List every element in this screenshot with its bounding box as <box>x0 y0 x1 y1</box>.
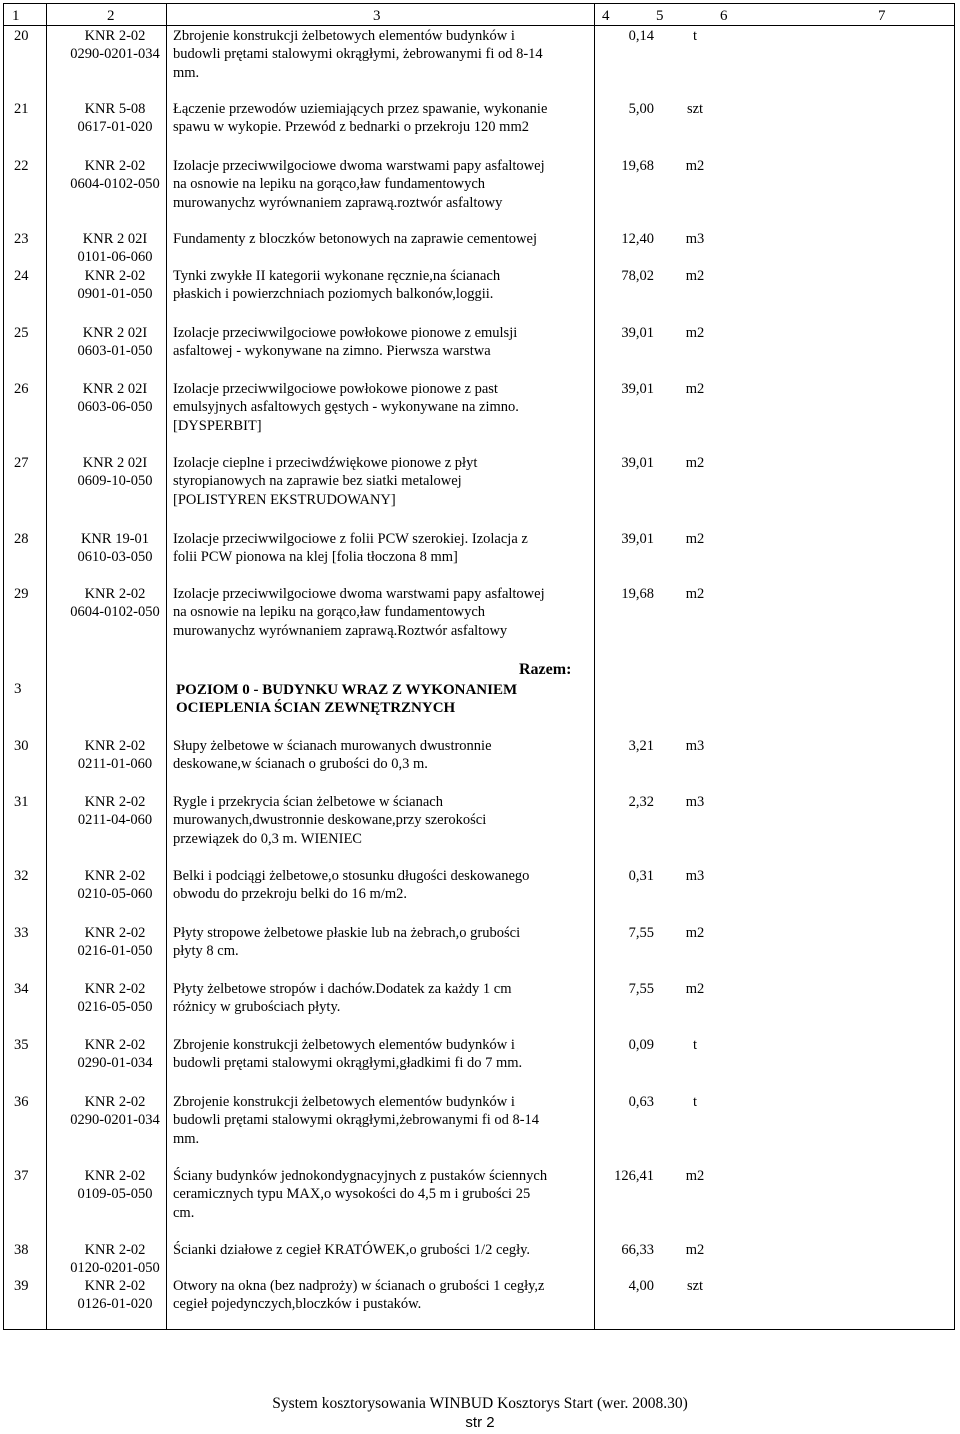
description-line: murowanychz wyrównaniem zaprawą.Roztwór asfaltowy <box>173 622 508 639</box>
catalog-code: KNR 19-01 <box>80 531 150 547</box>
unit: m2 <box>685 531 705 547</box>
catalog-position: 0109-05-050 <box>77 1186 153 1203</box>
item-description <box>173 924 593 961</box>
description-line: Zbrojenie konstrukcji żelbetowych elementów budynków i <box>173 28 515 44</box>
catalog-code: KNR 5-08 <box>84 101 146 117</box>
page-number: str 2 <box>465 1414 495 1431</box>
item-description <box>173 100 593 137</box>
catalog-position: 0101-06-060 <box>77 249 153 266</box>
catalog-code: KNR 2 02I <box>82 325 148 341</box>
section-title: POZIOM 0 - BUDYNKU WRAZ Z WYKONANIEM <box>176 682 518 698</box>
description-line: Tynki zwykłe II kategorii wykonane ręcznie,na ścianach <box>173 268 501 284</box>
description-line: Zbrojenie konstrukcji żelbetowych elementów budynków i <box>173 1094 515 1110</box>
column-header: 6 <box>720 8 728 24</box>
description-line: [DYSPERBIT] <box>173 417 262 434</box>
catalog-code: KNR 2-02 <box>84 1242 146 1258</box>
catalog-code: KNR 2-02 <box>84 1094 146 1110</box>
catalog-code: KNR 2-02 <box>84 1168 146 1184</box>
column-divider <box>594 4 595 1329</box>
catalog-position: 0126-01-020 <box>77 1296 153 1313</box>
item-description <box>173 267 593 304</box>
description-line: cm. <box>173 1204 195 1221</box>
unit: m2 <box>685 1168 705 1184</box>
quantity: 0,31 <box>628 868 654 884</box>
catalog-position: 0901-01-050 <box>77 286 153 303</box>
description-line: na osnowie na lepiku na gorąco,ław fundamentowych <box>173 176 486 193</box>
description-line: Izolacje przeciwwilgociowe dwoma warstwami papy asfaltowej <box>173 158 545 174</box>
quantity: 12,40 <box>621 231 654 247</box>
catalog-code: KNR 2-02 <box>84 268 146 284</box>
catalog-position: 0290-01-034 <box>77 1055 153 1072</box>
catalog-code: KNR 2-02 <box>84 586 146 602</box>
unit: m3 <box>685 794 705 810</box>
quantity: 0,09 <box>628 1037 654 1053</box>
description-line: Izolacje przeciwwilgociowe powłokowe pionowe z past <box>173 381 498 397</box>
catalog-code: KNR 2 02I <box>82 231 148 247</box>
row-number: 30 <box>14 738 29 754</box>
row-number: 32 <box>14 868 29 884</box>
catalog-position: 0604-0102-050 <box>70 604 160 621</box>
description-line: Otwory na okna (bez nadproży) w ścianach o grubości 1 cegły,z <box>173 1278 545 1294</box>
quantity: 0,14 <box>628 28 654 44</box>
unit: m2 <box>685 586 705 602</box>
item-description <box>173 867 593 904</box>
row-number: 23 <box>14 231 29 247</box>
description-line: Płyty stropowe żelbetowe płaskie lub na żebrach,o grubości <box>173 925 521 941</box>
catalog-code: KNR 2 02I <box>82 455 148 471</box>
catalog-position: 0603-06-050 <box>77 399 153 416</box>
description-line: Ścianki działowe z cegieł KRATÓWEK,o grubości 1/2 cegły. <box>173 1242 531 1258</box>
quantity: 66,33 <box>621 1242 654 1258</box>
row-number: 33 <box>14 925 29 941</box>
unit: m2 <box>685 1242 705 1258</box>
item-description <box>173 1036 593 1073</box>
catalog-position: 0610-03-050 <box>77 549 153 566</box>
description-line: folii PCW pionowa na klej [folia tłoczona 8 mm] <box>173 549 458 566</box>
catalog-position: 0290-0201-034 <box>70 1112 160 1129</box>
catalog-position: 0290-0201-034 <box>70 46 160 63</box>
quantity: 39,01 <box>621 381 654 397</box>
row-number: 27 <box>14 455 29 471</box>
unit: m2 <box>685 381 705 397</box>
description-line: przewiązek do 0,3 m. WIENIEC <box>173 830 362 847</box>
description-line: Zbrojenie konstrukcji żelbetowych elementów budynków i <box>173 1037 515 1053</box>
row-number: 24 <box>14 268 29 284</box>
unit: m3 <box>685 231 705 247</box>
quantity: 39,01 <box>621 531 654 547</box>
description-line: cegieł pojedynczych,bloczków i pustaków. <box>173 1296 422 1313</box>
description-line: obwodu do przekroju belki do 16 m/m2. <box>173 886 407 903</box>
catalog-code: KNR 2-02 <box>84 28 146 44</box>
item-description <box>173 157 593 212</box>
description-line: Izolacje cieplne i przeciwdźwiękowe pionowe z płyt <box>173 455 478 471</box>
catalog-code: KNR 2 02I <box>82 381 148 397</box>
catalog-code: KNR 2-02 <box>84 158 146 174</box>
row-number: 37 <box>14 1168 29 1184</box>
column-divider <box>166 4 167 1329</box>
header-divider <box>4 25 954 26</box>
unit: m2 <box>685 455 705 471</box>
item-description <box>173 1277 593 1314</box>
description-line: płyty 8 cm. <box>173 943 239 960</box>
row-number: 22 <box>14 158 29 174</box>
description-line: budowli prętami stalowymi okrągłymi,żebrowanymi fi od 8-14 <box>173 1112 540 1129</box>
unit: szt <box>686 101 704 117</box>
description-line: mm. <box>173 1130 200 1147</box>
unit: m2 <box>685 268 705 284</box>
description-line: styropianowych na zaprawie bez siatki metalowej <box>173 473 462 490</box>
item-description <box>173 585 593 640</box>
quantity: 3,21 <box>628 738 654 754</box>
catalog-code: KNR 2-02 <box>84 981 146 997</box>
description-line: Łączenie przewodów uziemiających przez spawanie, wykonanie <box>173 101 548 117</box>
description-line: płaskich i powierzchniach poziomych balkonów,loggii. <box>173 286 494 303</box>
unit: t <box>692 1037 698 1053</box>
catalog-position: 0211-04-060 <box>77 812 153 829</box>
unit: m2 <box>685 981 705 997</box>
quantity: 39,01 <box>621 455 654 471</box>
description-line: Fundamenty z bloczków betonowych na zaprawie cementowej <box>173 231 537 247</box>
quantity: 5,00 <box>628 101 654 117</box>
quantity: 19,68 <box>621 158 654 174</box>
description-line: budowli prętami stalowymi okrągłymi, żebrowanymi fi od 8-14 <box>173 46 543 63</box>
item-description <box>173 27 593 82</box>
column-header: 1 <box>12 8 20 24</box>
catalog-position: 0617-01-020 <box>77 119 153 136</box>
row-number: 29 <box>14 586 29 602</box>
description-line: budowli prętami stalowymi okrągłymi,gładkimi fi do 7 mm. <box>173 1055 523 1072</box>
row-number: 38 <box>14 1242 29 1258</box>
unit: m2 <box>685 325 705 341</box>
quantity: 4,00 <box>628 1278 654 1294</box>
column-header: 5 <box>656 8 664 24</box>
column-header: 7 <box>878 8 886 24</box>
item-description <box>173 980 593 1017</box>
unit: t <box>692 1094 698 1110</box>
catalog-position: 0210-05-060 <box>77 886 153 903</box>
item-description <box>173 1167 593 1222</box>
description-line: murowanych,dwustronnie deskowane,przy szerokości <box>173 812 487 829</box>
column-header: 3 <box>373 8 381 24</box>
row-number: 34 <box>14 981 29 997</box>
description-line: deskowane,w ścianach o grubości do 0,3 m. <box>173 756 428 773</box>
unit: szt <box>686 1278 704 1294</box>
description-line: Rygle i przekrycia ścian żelbetowe w ścianach <box>173 794 443 810</box>
column-header: 4 <box>602 8 610 24</box>
description-line: ceramicznych typu MAX,o wysokości do 4,5 m i grubości 25 <box>173 1186 531 1203</box>
quantity: 39,01 <box>621 325 654 341</box>
description-line: murowanychz wyrównaniem zaprawą.roztwór asfaltowy <box>173 194 503 211</box>
row-number: 39 <box>14 1278 29 1294</box>
catalog-code: KNR 2-02 <box>84 868 146 884</box>
item-description <box>173 230 593 248</box>
unit: m2 <box>685 158 705 174</box>
catalog-position: 0120-0201-050 <box>70 1260 160 1277</box>
unit: m3 <box>685 738 705 754</box>
quantity: 7,55 <box>628 981 654 997</box>
column-header: 2 <box>107 8 115 24</box>
item-description <box>173 793 593 848</box>
description-line: Ściany budynków jednokondygnacyjnych z pustaków ściennych <box>173 1168 548 1184</box>
section-title: OCIEPLENIA ŚCIAN ZEWNĘTRZNYCH <box>176 700 456 717</box>
quantity: 78,02 <box>621 268 654 284</box>
description-line: Słupy żelbetowe w ścianach murowanych dwustronnie <box>173 738 492 754</box>
quantity: 7,55 <box>628 925 654 941</box>
row-number: 25 <box>14 325 29 341</box>
description-line: mm. <box>173 64 200 81</box>
description-line: Izolacje przeciwwilgociowe dwoma warstwami papy asfaltowej <box>173 586 545 602</box>
row-number: 20 <box>14 28 29 44</box>
row-number: 36 <box>14 1094 29 1110</box>
estimate-table <box>3 3 955 1330</box>
quantity: 0,63 <box>628 1094 654 1110</box>
column-divider <box>46 4 47 1329</box>
item-description <box>173 530 593 567</box>
catalog-position: 0211-01-060 <box>77 756 153 773</box>
quantity: 2,32 <box>628 794 654 810</box>
item-description <box>173 454 593 509</box>
catalog-code: KNR 2-02 <box>84 738 146 754</box>
quantity: 126,41 <box>614 1168 654 1184</box>
description-line: na osnowie na lepiku na gorąco,ław fundamentowych <box>173 604 486 621</box>
catalog-position: 0609-10-050 <box>77 473 153 490</box>
row-number: 26 <box>14 381 29 397</box>
item-description <box>173 1241 593 1259</box>
unit: m3 <box>685 868 705 884</box>
row-number: 35 <box>14 1037 29 1053</box>
catalog-code: KNR 2-02 <box>84 794 146 810</box>
razem-label: Razem: <box>519 661 572 678</box>
item-description <box>173 1093 593 1148</box>
description-line: Belki i podciągi żelbetowe,o stosunku długości deskowanego <box>173 868 530 884</box>
item-description <box>173 380 593 435</box>
description-line: [POLISTYREN EKSTRUDOWANY] <box>173 491 396 508</box>
catalog-position: 0216-01-050 <box>77 943 153 960</box>
description-line: asfaltowej - wykonywane na zimno. Pierwsza warstwa <box>173 343 491 360</box>
description-line: spawu w wykopie. Przewód z bednarki o przekroju 120 mm2 <box>173 119 529 136</box>
item-description <box>173 737 593 774</box>
catalog-position: 0216-05-050 <box>77 999 153 1016</box>
section-number: 3 <box>14 681 22 697</box>
footer-text: System kosztorysowania WINBUD Kosztorys Start (wer. 2008.30) <box>272 1395 688 1412</box>
catalog-code: KNR 2-02 <box>84 925 146 941</box>
description-line: różnicy w grubościach płyty. <box>173 999 341 1016</box>
quantity: 19,68 <box>621 586 654 602</box>
catalog-position: 0603-01-050 <box>77 343 153 360</box>
description-line: Izolacje przeciwwilgociowe powłokowe pionowe z emulsji <box>173 325 518 341</box>
catalog-code: KNR 2-02 <box>84 1278 146 1294</box>
description-line: emulsyjnych asfaltowych gęstych - wykonywane na zimno. <box>173 399 519 416</box>
row-number: 31 <box>14 794 29 810</box>
row-number: 28 <box>14 531 29 547</box>
description-line: Izolacje przeciwwilgociowe z folii PCW szerokiej. Izolacja z <box>173 531 528 547</box>
unit: t <box>692 28 698 44</box>
unit: m2 <box>685 925 705 941</box>
catalog-position: 0604-0102-050 <box>70 176 160 193</box>
description-line: Płyty żelbetowe stropów i dachów.Dodatek za każdy 1 cm <box>173 981 512 997</box>
row-number: 21 <box>14 101 29 117</box>
catalog-code: KNR 2-02 <box>84 1037 146 1053</box>
item-description <box>173 324 593 361</box>
